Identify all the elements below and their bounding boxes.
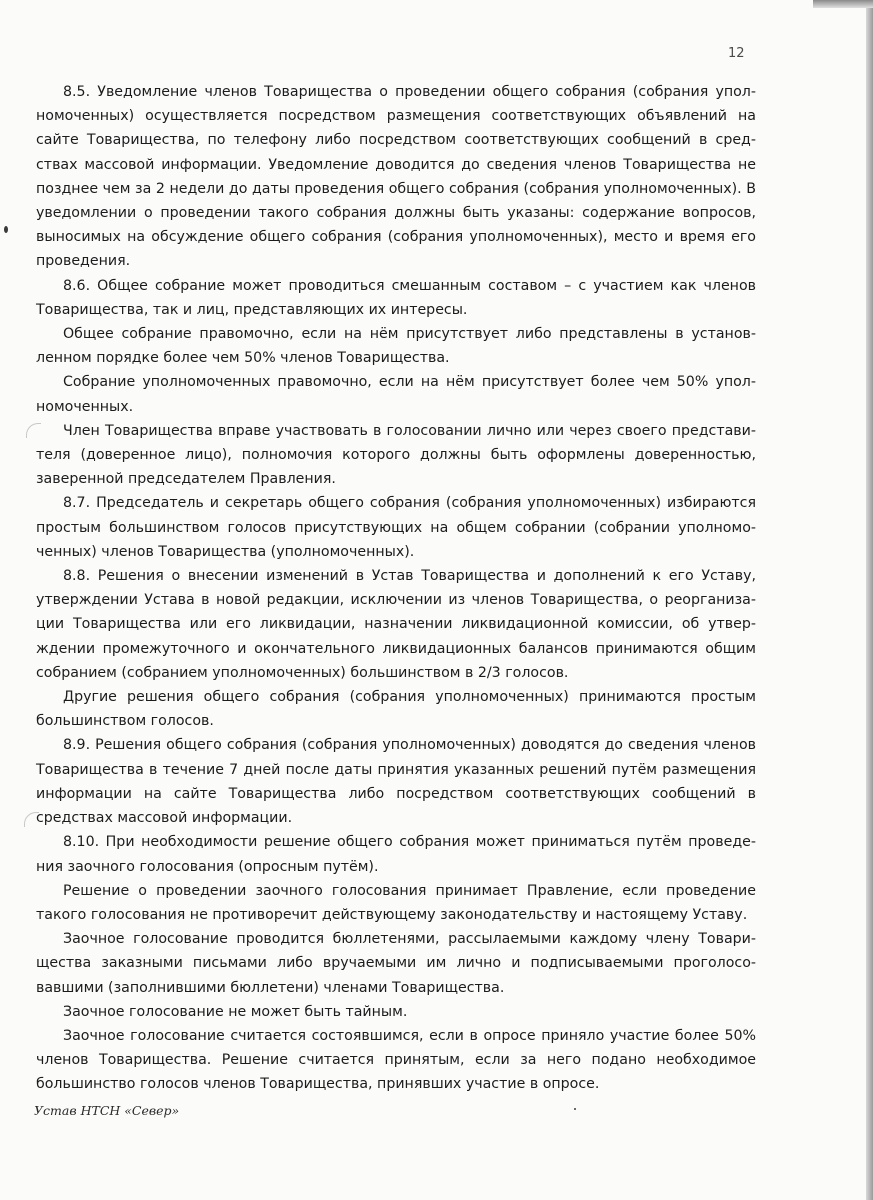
scan-corner-shadow [813, 0, 873, 8]
paragraph-8-6: 8.6. Общее собрание может проводиться смешанным составом – с участием как членов Товарищества, так и лиц, представляющих их интересы. [36, 277, 756, 318]
paragraph-proxy-voting: Член Товарищества вправе участвовать в голосовании лично или через своего представителя (доверенное лицо), полномочия которого должны быть оформлены доверенностью, заверенной председателем Правления. [36, 422, 756, 488]
document-footer: Устав НТСН «Север» [34, 1103, 180, 1118]
scan-speck [4, 226, 8, 233]
paragraph-8-5: 8.5. Уведомление членов Товарищества о проведении общего собрания (собрания уполномоченных) осуществляется посредством размещения соответствующих объявлений на сайте Товарищества, по телефону либо посредством соответствующих сообщений в средствах массовой информации. Уведомление доводится до сведения членов Товарищества не позднее чем за 2 недели до даты проведения общего собрания (собрания уполномоченных). В уведомлении о проведении такого собрания должны быть указаны: содержание вопросов, выносимых на обсуждение общего собрания (собрания уполномоченных), место и время его проведения. [36, 84, 756, 270]
paragraph-8-9: 8.9. Решения общего собрания (собрания уполномоченных) доводятся до сведения членов Товарищества в течение 7 дней после даты принятия указанных решений путём размещения информации на сайте Товарищества либо посредством соответствующих сообщений в средствах массовой информации. [36, 737, 756, 827]
paragraph-not-secret: Заочное голосование не может быть тайным. [63, 1003, 408, 1020]
paragraph-8-10: 8.10. При необходимости решение общего собрания может приниматься путём проведения заочного голосования (опросным путём). [36, 834, 756, 875]
paragraph-delegates-quorum: Собрание уполномоченных правомочно, если на нём присутствует более чем 50% уполномоченных. [36, 374, 756, 415]
paragraph-8-8: 8.8. Решения о внесении изменений в Устав Товарищества и дополнений к его Уставу, утверждении Устава в новой редакции, исключении из членов Товарищества, о реорганизации Товарищества или его ликвидации, назначении ликвидационной комиссии, об утверждении промежуточного и окончательного ликвидационных балансов принимаются общим собранием (собранием уполномоченных) большинством в 2/3 голосов. [36, 568, 756, 681]
scan-speck [574, 1108, 576, 1110]
scan-mark [24, 812, 39, 827]
paragraph-quorum: Общее собрание правомочно, если на нём присутствует либо представлены в установленном порядке более чем 50% членов Товарищества. [36, 326, 756, 367]
paragraph-8-7: 8.7. Председатель и секретарь общего собрания (собрания уполномоченных) избираются простым большинством голосов присутствующих на общем собрании (собрании уполномоченных) членов Товарищества (уполномоченных). [36, 495, 756, 560]
paragraph-ballots: Заочное голосование проводится бюллетенями, рассылаемыми каждому члену Товарищества заказными письмами либо вручаемыми им лично и подписываемыми проголосовавшими (заполнившими бюллетени) членами Товарищества. [36, 931, 756, 996]
paragraph-other-decisions: Другие решения общего собрания (собрания уполномоченных) принимаются простым большинством голосов. [36, 689, 756, 730]
scan-edge-shadow [866, 0, 873, 1200]
page-number: 12 [728, 46, 745, 61]
paragraph-validity: Заочное голосование считается состоявшимся, если в опросе приняло участие более 50% членов Товарищества. Решение считается принятым, если за него подано необходимое большинство голосов членов Товарищества, принявших участие в опросе. [36, 1027, 756, 1093]
scan-mark [26, 423, 41, 438]
paragraph-absentee-decision: Решение о проведении заочного голосования принимает Правление, если проведение такого голосования не противоречит действующему законодательству и настоящему Уставу. [36, 882, 756, 923]
document-body [36, 80, 756, 1097]
